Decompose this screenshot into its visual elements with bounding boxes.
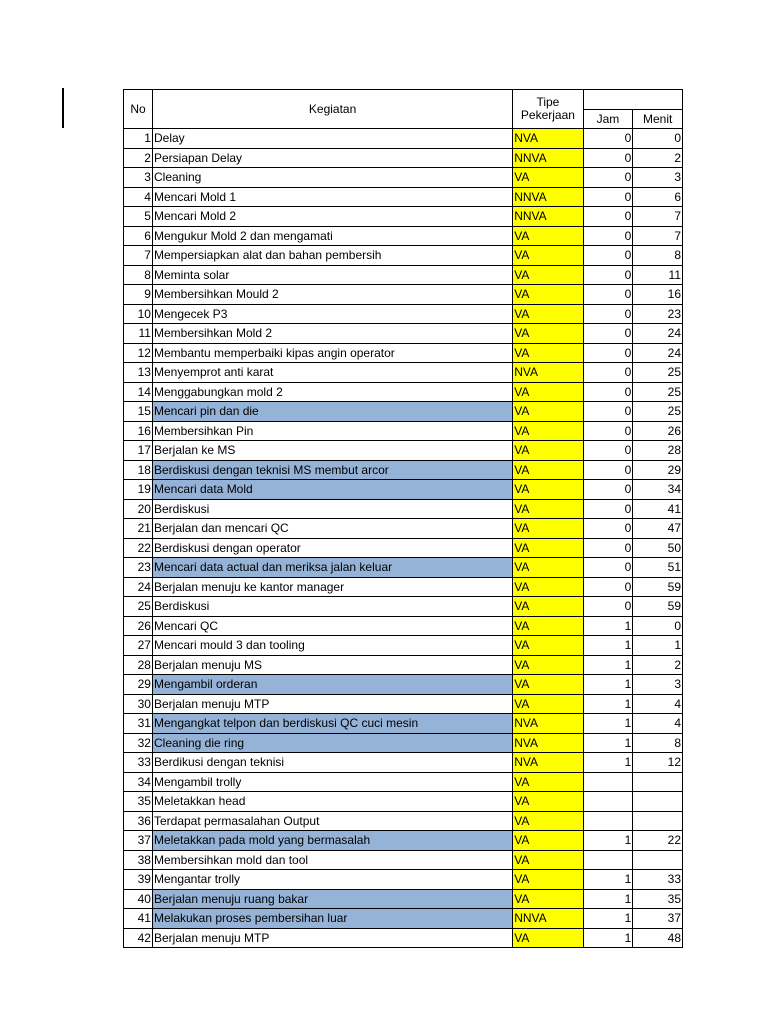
kegiatan-cell[interactable]: Berjalan menuju MTP [152, 694, 512, 714]
kegiatan-cell[interactable]: Menyemprot anti karat [152, 363, 512, 383]
menit-cell[interactable]: 51 [633, 558, 683, 578]
jam-cell[interactable]: 0 [583, 148, 633, 168]
kegiatan-cell[interactable]: Membantu memperbaiki kipas angin operator [152, 343, 512, 363]
table-row [124, 850, 683, 870]
jam-cell[interactable]: 1 [583, 870, 633, 890]
menit-cell[interactable]: 7 [633, 207, 683, 227]
table-row [124, 753, 683, 773]
jam-cell[interactable]: 1 [583, 889, 633, 909]
row-number-cell[interactable]: 17 [124, 441, 153, 461]
menit-cell[interactable] [633, 772, 683, 792]
table-row [124, 324, 683, 344]
tipe-pekerjaan-cell[interactable]: NNVA [513, 909, 583, 929]
table-row [124, 363, 683, 383]
table-row [124, 655, 683, 675]
kegiatan-cell[interactable]: Membersihkan Pin [152, 421, 512, 441]
table-row [124, 928, 683, 948]
menit-cell[interactable]: 22 [633, 831, 683, 851]
jam-cell[interactable] [583, 772, 633, 792]
tipe-pekerjaan-cell[interactable]: VA [513, 421, 583, 441]
activity-table [123, 89, 683, 948]
menit-cell[interactable]: 8 [633, 246, 683, 266]
menit-cell[interactable]: 33 [633, 870, 683, 890]
row-number-cell[interactable]: 6 [124, 226, 153, 246]
jam-cell[interactable] [583, 811, 633, 831]
row-number-cell[interactable]: 31 [124, 714, 153, 734]
tipe-pekerjaan-cell[interactable]: NVA [513, 733, 583, 753]
kegiatan-cell[interactable]: Persiapan Delay [152, 148, 512, 168]
tipe-pekerjaan-cell[interactable]: NVA [513, 753, 583, 773]
kegiatan-cell[interactable]: Mencari data actual dan meriksa jalan keluar [152, 558, 512, 578]
row-number-cell[interactable]: 30 [124, 694, 153, 714]
row-number-cell[interactable]: 26 [124, 616, 153, 636]
jam-cell[interactable]: 1 [583, 928, 633, 948]
menit-cell[interactable]: 4 [633, 714, 683, 734]
kegiatan-cell[interactable]: Mengukur Mold 2 dan mengamati [152, 226, 512, 246]
kegiatan-cell[interactable]: Cleaning die ring [152, 733, 512, 753]
tipe-pekerjaan-cell[interactable]: VA [513, 285, 583, 305]
jam-cell[interactable]: 0 [583, 363, 633, 383]
header-jam: Jam [583, 109, 633, 129]
kegiatan-cell[interactable]: Mencari data Mold [152, 480, 512, 500]
row-number-cell[interactable]: 18 [124, 460, 153, 480]
table-row [124, 480, 683, 500]
menit-cell[interactable]: 1 [633, 636, 683, 656]
kegiatan-cell[interactable]: Meletakkan head [152, 792, 512, 812]
jam-cell[interactable]: 0 [583, 597, 633, 617]
tipe-pekerjaan-cell[interactable]: VA [513, 597, 583, 617]
jam-cell[interactable]: 1 [583, 831, 633, 851]
jam-cell[interactable]: 1 [583, 694, 633, 714]
kegiatan-cell[interactable]: Terdapat permasalahan Output [152, 811, 512, 831]
tipe-pekerjaan-cell[interactable]: VA [513, 343, 583, 363]
kegiatan-cell[interactable]: Mengecek P3 [152, 304, 512, 324]
table-row [124, 714, 683, 734]
table-row [124, 285, 683, 305]
tipe-pekerjaan-cell[interactable]: VA [513, 850, 583, 870]
kegiatan-cell[interactable]: Berjalan menuju ke kantor manager [152, 577, 512, 597]
table-row [124, 597, 683, 617]
menit-cell[interactable]: 50 [633, 538, 683, 558]
row-number-cell[interactable]: 19 [124, 480, 153, 500]
table-row [124, 772, 683, 792]
tipe-pekerjaan-cell[interactable]: VA [513, 304, 583, 324]
row-number-cell[interactable]: 36 [124, 811, 153, 831]
table-row [124, 909, 683, 929]
jam-cell[interactable]: 1 [583, 616, 633, 636]
row-number-cell[interactable]: 34 [124, 772, 153, 792]
jam-cell[interactable]: 0 [583, 499, 633, 519]
table-row [124, 265, 683, 285]
menit-cell[interactable]: 2 [633, 148, 683, 168]
table-row [124, 616, 683, 636]
jam-cell[interactable]: 1 [583, 714, 633, 734]
row-number-cell[interactable]: 13 [124, 363, 153, 383]
jam-cell[interactable]: 0 [583, 577, 633, 597]
tipe-pekerjaan-cell[interactable]: VA [513, 558, 583, 578]
row-number-cell[interactable]: 4 [124, 187, 153, 207]
kegiatan-cell[interactable]: Meletakkan pada mold yang bermasalah [152, 831, 512, 851]
row-number-cell[interactable]: 8 [124, 265, 153, 285]
tipe-pekerjaan-cell[interactable]: VA [513, 811, 583, 831]
row-number-cell[interactable]: 1 [124, 129, 153, 149]
header-menit: Menit [633, 109, 683, 129]
table-row [124, 246, 683, 266]
spreadsheet-area [123, 89, 681, 945]
menit-cell[interactable]: 7 [633, 226, 683, 246]
table-row [124, 558, 683, 578]
tipe-pekerjaan-cell[interactable]: VA [513, 480, 583, 500]
row-number-cell[interactable]: 11 [124, 324, 153, 344]
kegiatan-cell[interactable]: Membersihkan Mould 2 [152, 285, 512, 305]
table-row [124, 577, 683, 597]
kegiatan-cell[interactable]: Berjalan menuju MS [152, 655, 512, 675]
jam-cell[interactable]: 0 [583, 480, 633, 500]
row-number-cell[interactable]: 5 [124, 207, 153, 227]
tipe-pekerjaan-cell[interactable]: VA [513, 636, 583, 656]
table-row [124, 675, 683, 695]
table-row [124, 304, 683, 324]
jam-cell[interactable]: 0 [583, 324, 633, 344]
menit-cell[interactable] [633, 811, 683, 831]
table-row [124, 694, 683, 714]
menit-cell[interactable]: 2 [633, 655, 683, 675]
menit-cell[interactable]: 47 [633, 519, 683, 539]
menit-cell[interactable]: 41 [633, 499, 683, 519]
row-number-cell[interactable]: 24 [124, 577, 153, 597]
menit-cell[interactable]: 48 [633, 928, 683, 948]
row-number-cell[interactable]: 21 [124, 519, 153, 539]
jam-cell[interactable]: 0 [583, 304, 633, 324]
jam-cell[interactable]: 0 [583, 207, 633, 227]
kegiatan-cell[interactable]: Berjalan ke MS [152, 441, 512, 461]
table-row [124, 811, 683, 831]
row-number-cell[interactable]: 42 [124, 928, 153, 948]
row-number-cell[interactable]: 12 [124, 343, 153, 363]
kegiatan-cell[interactable]: Berdiskusi [152, 499, 512, 519]
kegiatan-cell[interactable]: Melakukan proses pembersihan luar [152, 909, 512, 929]
menit-cell[interactable] [633, 850, 683, 870]
kegiatan-cell[interactable]: Berjalan menuju ruang bakar [152, 889, 512, 909]
jam-cell[interactable]: 1 [583, 675, 633, 695]
kegiatan-cell[interactable]: Delay [152, 129, 512, 149]
tipe-pekerjaan-cell[interactable]: VA [513, 772, 583, 792]
tipe-pekerjaan-cell[interactable]: NNVA [513, 148, 583, 168]
table-row [124, 148, 683, 168]
table-row [124, 168, 683, 188]
table-row [124, 538, 683, 558]
jam-cell[interactable]: 0 [583, 285, 633, 305]
kegiatan-cell[interactable]: Berjalan menuju MTP [152, 928, 512, 948]
menit-cell[interactable]: 25 [633, 363, 683, 383]
row-number-cell[interactable]: 9 [124, 285, 153, 305]
jam-cell[interactable]: 0 [583, 538, 633, 558]
tipe-pekerjaan-cell[interactable]: VA [513, 460, 583, 480]
kegiatan-cell[interactable]: Berdiskusi dengan teknisi MS membut arcor [152, 460, 512, 480]
table-row [124, 207, 683, 227]
menit-cell[interactable]: 28 [633, 441, 683, 461]
table-row [124, 636, 683, 656]
jam-cell[interactable]: 0 [583, 421, 633, 441]
tipe-pekerjaan-cell[interactable]: NNVA [513, 207, 583, 227]
kegiatan-cell[interactable]: Mengantar trolly [152, 870, 512, 890]
row-number-cell[interactable]: 37 [124, 831, 153, 851]
jam-cell[interactable]: 0 [583, 343, 633, 363]
tipe-pekerjaan-cell[interactable]: NVA [513, 129, 583, 149]
kegiatan-cell[interactable]: Berdiskusi [152, 597, 512, 617]
tipe-pekerjaan-cell[interactable]: VA [513, 831, 583, 851]
menit-cell[interactable]: 8 [633, 733, 683, 753]
row-number-cell[interactable]: 20 [124, 499, 153, 519]
table-row [124, 460, 683, 480]
jam-cell[interactable]: 1 [583, 753, 633, 773]
jam-cell[interactable] [583, 792, 633, 812]
menit-cell[interactable]: 3 [633, 168, 683, 188]
table-row [124, 889, 683, 909]
row-number-cell[interactable]: 28 [124, 655, 153, 675]
table-row [124, 421, 683, 441]
row-number-cell[interactable]: 33 [124, 753, 153, 773]
tipe-pekerjaan-cell[interactable]: VA [513, 870, 583, 890]
tipe-pekerjaan-cell[interactable]: VA [513, 675, 583, 695]
row-number-cell[interactable]: 29 [124, 675, 153, 695]
row-number-cell[interactable]: 16 [124, 421, 153, 441]
tipe-pekerjaan-cell[interactable]: VA [513, 655, 583, 675]
tipe-pekerjaan-cell[interactable]: VA [513, 499, 583, 519]
row-number-cell[interactable]: 32 [124, 733, 153, 753]
tipe-pekerjaan-cell[interactable]: NVA [513, 714, 583, 734]
tipe-pekerjaan-cell[interactable]: VA [513, 441, 583, 461]
menit-cell[interactable]: 0 [633, 616, 683, 636]
tipe-pekerjaan-cell[interactable]: NVA [513, 363, 583, 383]
table-row [124, 402, 683, 422]
tipe-pekerjaan-cell[interactable]: VA [513, 382, 583, 402]
table-row [124, 519, 683, 539]
jam-cell[interactable]: 1 [583, 636, 633, 656]
jam-cell[interactable]: 0 [583, 558, 633, 578]
tipe-pekerjaan-cell[interactable]: VA [513, 928, 583, 948]
row-number-cell[interactable]: 40 [124, 889, 153, 909]
jam-cell[interactable] [583, 850, 633, 870]
menit-cell[interactable]: 11 [633, 265, 683, 285]
tipe-pekerjaan-cell[interactable]: VA [513, 226, 583, 246]
row-number-cell[interactable]: 41 [124, 909, 153, 929]
kegiatan-cell[interactable]: Mencari pin dan die [152, 402, 512, 422]
menit-cell[interactable]: 23 [633, 304, 683, 324]
tipe-pekerjaan-cell[interactable]: NNVA [513, 187, 583, 207]
menit-cell[interactable]: 0 [633, 129, 683, 149]
table-row [124, 441, 683, 461]
kegiatan-cell[interactable]: Cleaning [152, 168, 512, 188]
tipe-pekerjaan-cell[interactable]: VA [513, 246, 583, 266]
menit-cell[interactable]: 29 [633, 460, 683, 480]
menit-cell[interactable]: 59 [633, 577, 683, 597]
menit-cell[interactable]: 25 [633, 382, 683, 402]
jam-cell[interactable]: 0 [583, 265, 633, 285]
kegiatan-cell[interactable]: Mengangkat telpon dan berdiskusi QC cuci mesin [152, 714, 512, 734]
kegiatan-cell[interactable]: Mengambil trolly [152, 772, 512, 792]
menit-cell[interactable]: 12 [633, 753, 683, 773]
jam-cell[interactable]: 1 [583, 655, 633, 675]
menit-cell[interactable] [633, 792, 683, 812]
jam-cell[interactable]: 0 [583, 187, 633, 207]
kegiatan-cell[interactable]: Mencari mould 3 dan tooling [152, 636, 512, 656]
header-no: No [124, 90, 153, 129]
table-row [124, 831, 683, 851]
table-row [124, 226, 683, 246]
table-row [124, 870, 683, 890]
menit-cell[interactable]: 3 [633, 675, 683, 695]
row-number-cell[interactable]: 38 [124, 850, 153, 870]
row-number-cell[interactable]: 27 [124, 636, 153, 656]
tipe-pekerjaan-cell[interactable]: VA [513, 402, 583, 422]
jam-cell[interactable]: 0 [583, 168, 633, 188]
table-row [124, 733, 683, 753]
row-number-cell[interactable]: 3 [124, 168, 153, 188]
jam-cell[interactable]: 0 [583, 460, 633, 480]
tipe-pekerjaan-cell[interactable]: VA [513, 519, 583, 539]
header-waktu-group [583, 90, 682, 110]
jam-cell[interactable]: 1 [583, 909, 633, 929]
menit-cell[interactable]: 34 [633, 480, 683, 500]
row-number-cell[interactable]: 39 [124, 870, 153, 890]
kegiatan-cell[interactable]: Menggabungkan mold 2 [152, 382, 512, 402]
menit-cell[interactable]: 4 [633, 694, 683, 714]
tipe-pekerjaan-cell[interactable]: VA [513, 694, 583, 714]
tipe-pekerjaan-cell[interactable]: VA [513, 538, 583, 558]
kegiatan-cell[interactable]: Mencari QC [152, 616, 512, 636]
kegiatan-cell[interactable]: Mencari Mold 2 [152, 207, 512, 227]
kegiatan-cell[interactable]: Berjalan dan mencari QC [152, 519, 512, 539]
jam-cell[interactable]: 0 [583, 441, 633, 461]
menit-cell[interactable]: 59 [633, 597, 683, 617]
row-number-cell[interactable]: 14 [124, 382, 153, 402]
kegiatan-cell[interactable]: Berdiskusi dengan operator [152, 538, 512, 558]
menit-cell[interactable]: 37 [633, 909, 683, 929]
menit-cell[interactable]: 26 [633, 421, 683, 441]
row-number-cell[interactable]: 23 [124, 558, 153, 578]
kegiatan-cell[interactable]: Berdikusi dengan teknisi [152, 753, 512, 773]
text-cursor-bar [62, 88, 64, 128]
tipe-pekerjaan-cell[interactable]: VA [513, 616, 583, 636]
header-tipe-pekerjaan: Tipe Pekerjaan [513, 90, 583, 129]
kegiatan-cell[interactable]: Mempersiapkan alat dan bahan pembersih [152, 246, 512, 266]
jam-cell[interactable]: 0 [583, 129, 633, 149]
table-row [124, 129, 683, 149]
row-number-cell[interactable]: 7 [124, 246, 153, 266]
row-number-cell[interactable]: 22 [124, 538, 153, 558]
menit-cell[interactable]: 35 [633, 889, 683, 909]
menit-cell[interactable]: 24 [633, 324, 683, 344]
row-number-cell[interactable]: 15 [124, 402, 153, 422]
jam-cell[interactable]: 0 [583, 246, 633, 266]
jam-cell[interactable]: 0 [583, 382, 633, 402]
kegiatan-cell[interactable]: Membersihkan mold dan tool [152, 850, 512, 870]
tipe-pekerjaan-cell[interactable]: VA [513, 889, 583, 909]
menit-cell[interactable]: 24 [633, 343, 683, 363]
kegiatan-cell[interactable]: Meminta solar [152, 265, 512, 285]
tipe-pekerjaan-cell[interactable]: VA [513, 577, 583, 597]
row-number-cell[interactable]: 25 [124, 597, 153, 617]
table-row [124, 187, 683, 207]
table-row [124, 343, 683, 363]
menit-cell[interactable]: 16 [633, 285, 683, 305]
jam-cell[interactable]: 0 [583, 402, 633, 422]
table-row [124, 792, 683, 812]
row-number-cell[interactable]: 2 [124, 148, 153, 168]
menit-cell[interactable]: 6 [633, 187, 683, 207]
tipe-pekerjaan-cell[interactable]: VA [513, 324, 583, 344]
tipe-pekerjaan-cell[interactable]: VA [513, 168, 583, 188]
jam-cell[interactable]: 0 [583, 519, 633, 539]
kegiatan-cell[interactable]: Mencari Mold 1 [152, 187, 512, 207]
row-number-cell[interactable]: 35 [124, 792, 153, 812]
jam-cell[interactable]: 0 [583, 226, 633, 246]
kegiatan-cell[interactable]: Membersihkan Mold 2 [152, 324, 512, 344]
table-row [124, 499, 683, 519]
kegiatan-cell[interactable]: Mengambil orderan [152, 675, 512, 695]
table-body [124, 129, 683, 948]
tipe-pekerjaan-cell[interactable]: VA [513, 265, 583, 285]
table-row [124, 382, 683, 402]
header-kegiatan: Kegiatan [152, 90, 512, 129]
tipe-pekerjaan-cell[interactable]: VA [513, 792, 583, 812]
jam-cell[interactable]: 1 [583, 733, 633, 753]
row-number-cell[interactable]: 10 [124, 304, 153, 324]
menit-cell[interactable]: 25 [633, 402, 683, 422]
